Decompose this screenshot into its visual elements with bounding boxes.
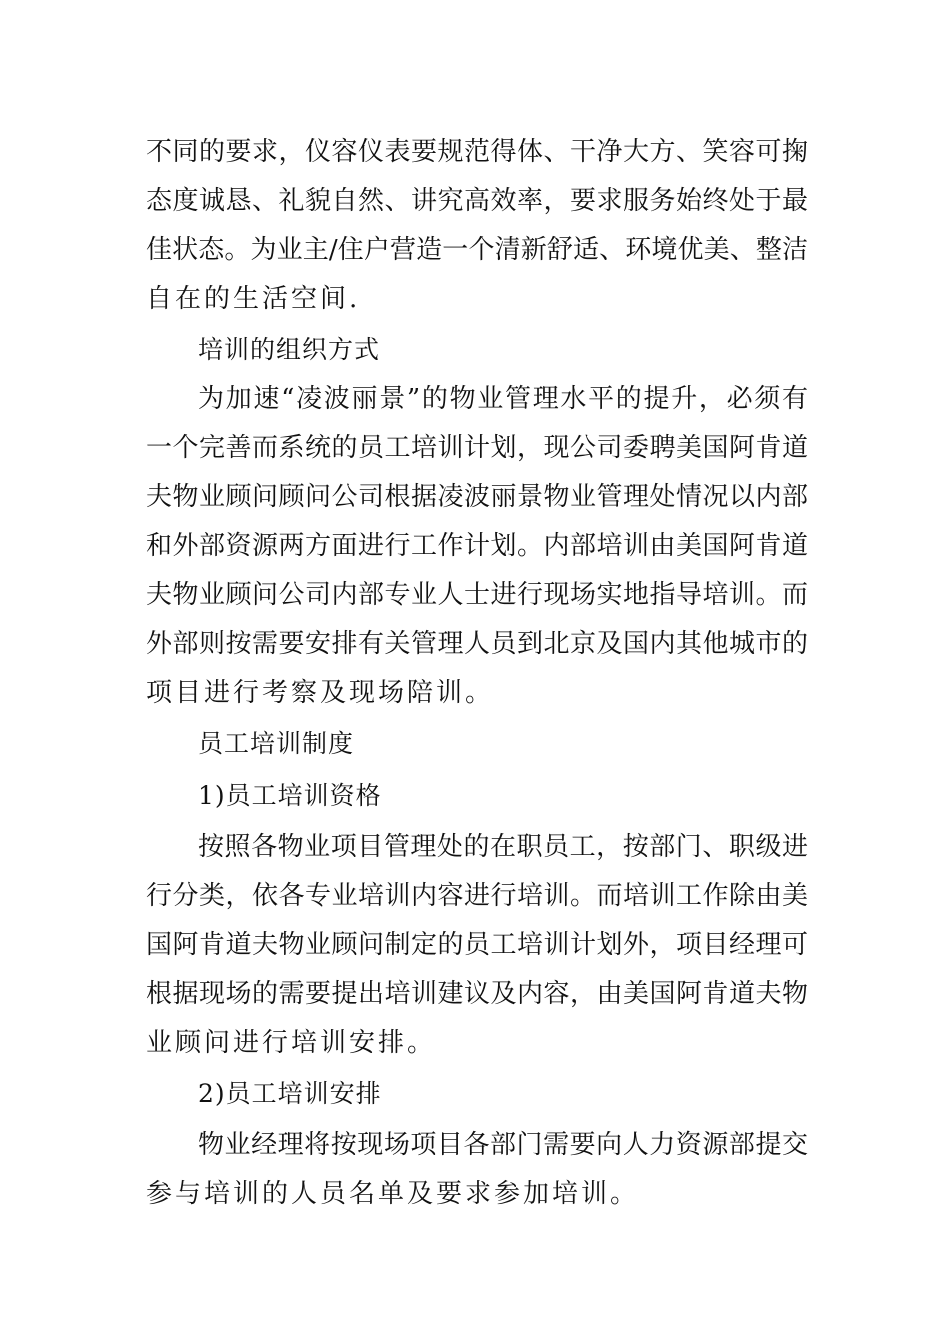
section-heading: 培训的组织方式: [198, 335, 381, 364]
paragraph-line: 态度诚恳、礼貌自然、讲究高效率，要求服务始终处于最: [146, 186, 808, 216]
paragraph-line: 项目进行考察及现场陪训。: [146, 678, 495, 708]
paragraph-line: 不同的要求，仪容仪表要规范得体、干净大方、笑容可掬: [146, 137, 808, 167]
paragraph-line: 一个完善而系统的员工培训计划，现公司委聘美国阿肯道: [146, 433, 808, 463]
paragraph-line: 自在的生活空间.: [146, 284, 361, 314]
paragraph-line: 根据现场的需要提出培训建议及内容，由美国阿肯道夫物: [146, 979, 808, 1009]
paragraph-line: 佳状态。为业主/住户营造一个清新舒适、环境优美、整洁: [146, 235, 808, 265]
paragraph-line: 夫物业顾问公司内部专业人士进行现场实地指导培训。而: [146, 580, 808, 610]
paragraph-line: 物业经理将按现场项目各部门需要向人力资源部提交: [198, 1130, 808, 1160]
section-heading: 员工培训制度: [198, 729, 355, 758]
paragraph-line: 国阿肯道夫物业顾问制定的员工培训计划外，项目经理可: [146, 930, 808, 960]
paragraph-line: 业顾问进行培训安排。: [146, 1028, 437, 1058]
paragraph-line: 夫物业顾问顾问公司根据凌波丽景物业管理处情况以内部: [146, 482, 808, 512]
paragraph-line: 参与培训的人员名单及要求参加培训。: [146, 1179, 640, 1209]
paragraph-line: 为加速“凌波丽景”的物业管理水平的提升，必须有: [198, 384, 808, 414]
paragraph-line: 行分类，依各专业培训内容进行培训。而培训工作除由美: [146, 881, 808, 911]
paragraph-line: 和外部资源两方面进行工作计划。内部培训由美国阿肯道: [146, 531, 808, 561]
subsection-heading: 1)员工培训资格: [198, 781, 382, 810]
paragraph-line: 外部则按需要安排有关管理人员到北京及国内其他城市的: [146, 629, 808, 659]
paragraph-line: 按照各物业项目管理处的在职员工，按部门、职级进: [198, 832, 808, 862]
subsection-heading: 2)员工培训安排: [198, 1079, 382, 1108]
